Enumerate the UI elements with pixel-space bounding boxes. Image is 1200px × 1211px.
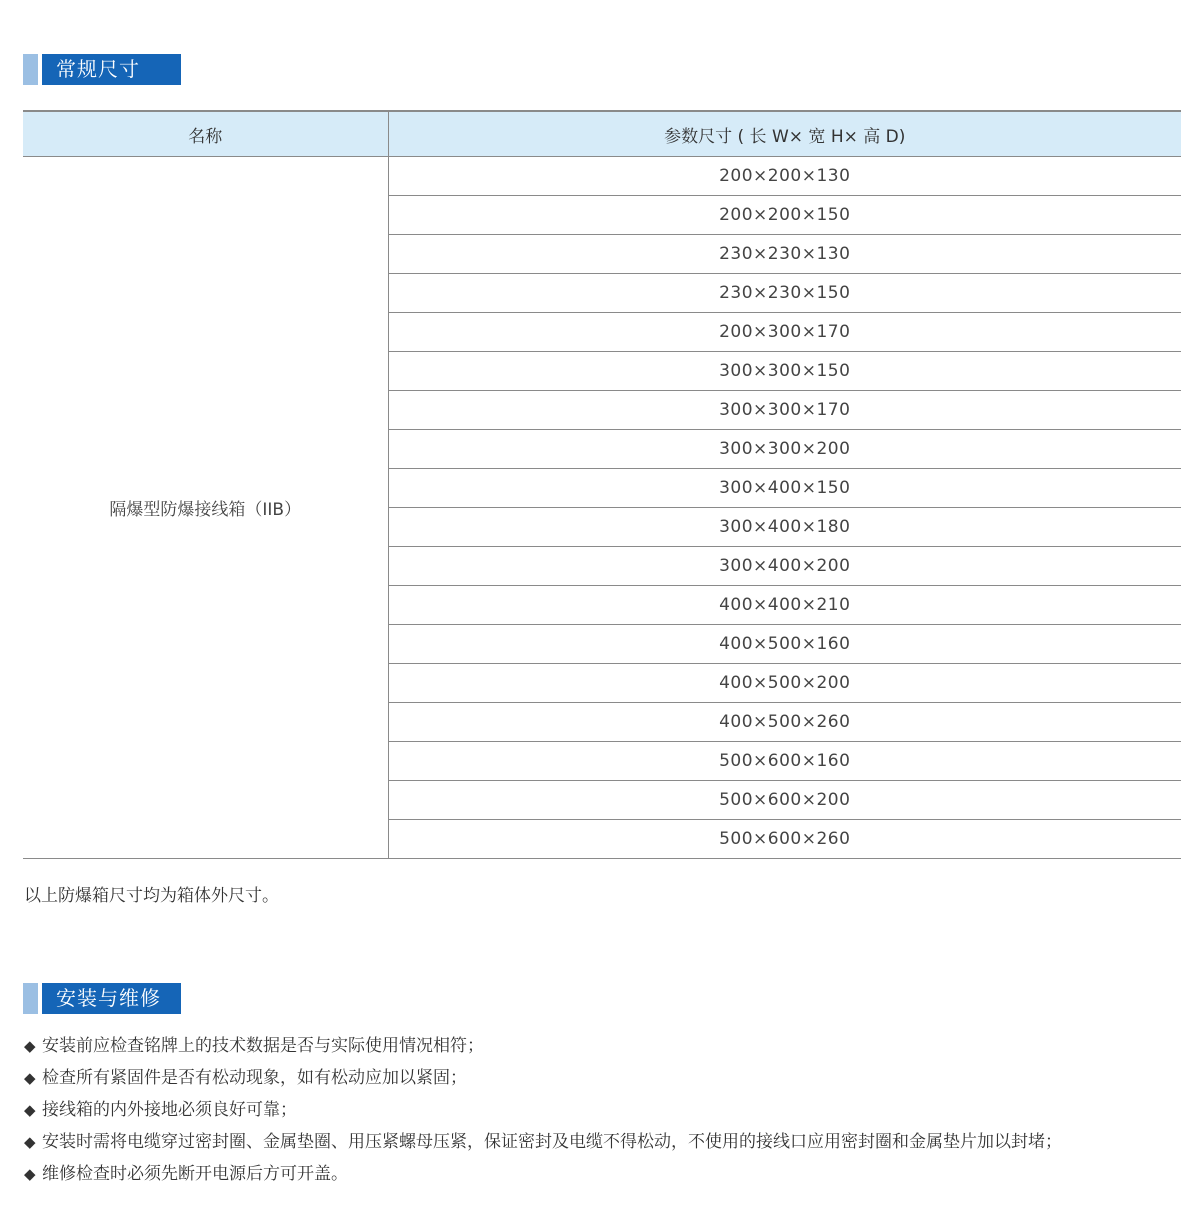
diamond-bullet-icon: ◆: [24, 1165, 36, 1183]
diamond-bullet-icon: ◆: [24, 1037, 36, 1055]
size-cell: 300×300×200: [388, 430, 1181, 469]
size-cell: 500×600×200: [388, 781, 1181, 820]
size-cell: 400×500×200: [388, 664, 1181, 703]
section-tag-install: [23, 983, 181, 1014]
size-cell: 400×500×260: [388, 703, 1181, 742]
section-title-install: 安装与维修: [42, 983, 181, 1014]
size-cell: 230×230×150: [388, 274, 1181, 313]
spec-table: [23, 110, 1181, 859]
list-item-text: 维修检查时必须先断开电源后方可开盖。: [42, 1164, 348, 1184]
size-cell: 400×400×210: [388, 586, 1181, 625]
size-cell: 500×600×260: [388, 820, 1181, 859]
header-size: 参数尺寸 ( 长 W× 宽 H× 高 D): [388, 111, 1181, 157]
list-item: [24, 1032, 1062, 1064]
list-item-text: 接线箱的内外接地必须良好可靠；: [42, 1100, 297, 1120]
section-title-spec: 常规尺寸: [42, 54, 181, 85]
tag-stripe: [23, 983, 38, 1014]
size-cell: 400×500×160: [388, 625, 1181, 664]
size-cell: 300×300×150: [388, 352, 1181, 391]
diamond-bullet-icon: ◆: [24, 1133, 36, 1151]
size-cell: 300×400×150: [388, 469, 1181, 508]
tag-stripe: [23, 54, 38, 85]
size-cell: 230×230×130: [388, 235, 1181, 274]
list-item: [24, 1128, 1062, 1160]
size-cell: 500×600×160: [388, 742, 1181, 781]
size-cell: 200×200×150: [388, 196, 1181, 235]
size-cell: 300×400×180: [388, 508, 1181, 547]
table-body: [23, 157, 1181, 859]
section-tag-spec: [23, 54, 181, 85]
list-item-text: 安装时需将电缆穿过密封圈、金属垫圈、用压紧螺母压紧，保证密封及电缆不得松动，不使用的接线口应用密封圈和金属垫片加以封堵；: [42, 1132, 1062, 1152]
size-cell: 200×300×170: [388, 313, 1181, 352]
diamond-bullet-icon: ◆: [24, 1101, 36, 1119]
product-name-cell: 隔爆型防爆接线箱（IIB）: [23, 157, 388, 859]
list-item: [24, 1160, 1062, 1192]
table-row: [23, 157, 1181, 196]
diamond-bullet-icon: ◆: [24, 1069, 36, 1087]
install-list: [24, 1032, 1062, 1192]
dimension-note: 以上防爆箱尺寸均为箱体外尺寸。: [24, 886, 279, 906]
header-name: 名称: [23, 111, 388, 157]
table-header-row: [23, 111, 1181, 157]
list-item-text: 安装前应检查铭牌上的技术数据是否与实际使用情况相符；: [42, 1036, 484, 1056]
size-cell: 300×400×200: [388, 547, 1181, 586]
list-item-text: 检查所有紧固件是否有松动现象，如有松动应加以紧固；: [42, 1068, 467, 1088]
list-item: [24, 1096, 1062, 1128]
size-cell: 300×300×170: [388, 391, 1181, 430]
list-item: [24, 1064, 1062, 1096]
size-cell: 200×200×130: [388, 157, 1181, 196]
